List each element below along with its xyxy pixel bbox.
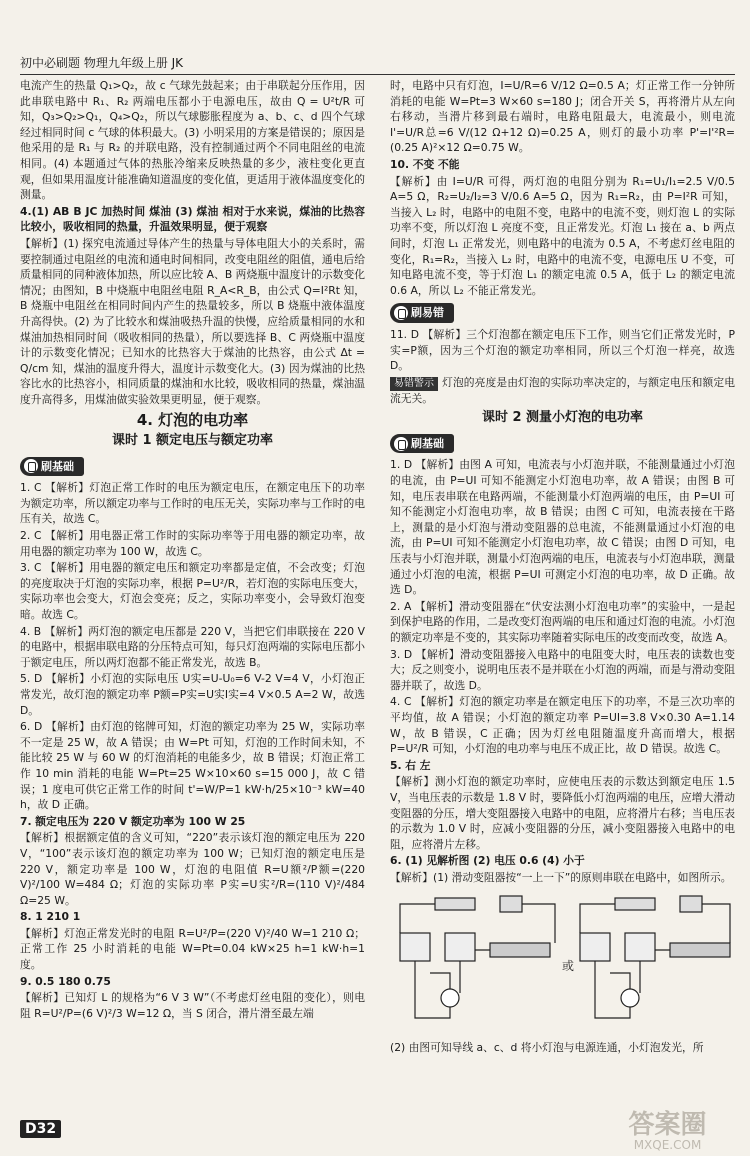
battery-icon	[615, 898, 655, 910]
l2-answer-6: 6. (1) 见解析图 (2) 电压 0.6 (4) 小于	[390, 854, 585, 868]
page-number: D32	[20, 1120, 61, 1138]
practice-icon	[394, 437, 408, 451]
l2-answer-2: 2. A 【解析】滑动变阻器在“伏安法测小灯泡电功率”的实验中，一是起到保护电路的作用，二是改变灯泡两端的电压和通过灯泡的电流。小灯泡的额定功率是不变的，其实际功率随着实际电压的改变而改变，故选 A。	[390, 599, 735, 644]
lamp-icon	[621, 989, 639, 1007]
warning-label: 易错警示	[390, 377, 438, 391]
basic-practice-badge-2	[390, 434, 454, 454]
l2-analysis-5: 【解析】测小灯泡的额定功率时，应使电压表的示数达到额定电压 1.5 V，当电压表的示数是 1.8 V 时，要降低小灯泡两端的电压，应增大滑动变阻器的分压，增大变阻器接入电路中的电阻，应将滑片右移；当电压表的示数为 1.0 V 时，应减小变阻器的分压，减小变阻器接入电路中的电阻，应将滑片左移。	[390, 775, 735, 851]
badge-label: 刷基础	[411, 436, 444, 450]
or-label: 或	[562, 958, 575, 973]
practice-icon	[24, 459, 38, 473]
answer-4: 4.(1) AB B JC 加热时间 煤油 (3) 煤油 相对于水来说，煤油的比热容比较小，吸收相同的热量，升温效果明显，便于观察	[20, 204, 365, 234]
voltmeter-icon	[625, 933, 655, 961]
analysis-10: 【解析】由 I=U/R 可得，两灯泡的电阻分别为 R₁=U₁/I₁=2.5 V/0.5 A=5 Ω，R₂=U₂/I₂=3 V/0.6 A=5 Ω，因为 R₁=R₂，由 P=I²R 可知，当接入 L₂ 时，电路中的电阻不变，电路中的电流不变，则灯泡 L 的实际功率不变，所以灯泡 L 亮度不变，且正常发光。灯泡 L₁ 接在 a、b 两点间时，灯泡 L₁ 正常发光，则电路中的电流为 0.5 A，不考虑灯丝电阻的变化，R₁=R₂，当接入 L₂ 时，电路中的电流不变，电源电压 U 不变，可知电路电流不变，等于灯泡 L₁ 的额定电流 0.5 A，低于 L₂ 的额定电流 0.6 A，所以 L₂ 不能正常发光。	[390, 174, 735, 297]
circuit-diagram-figure	[390, 888, 735, 1038]
error-practice-badge	[390, 303, 454, 323]
practice-icon	[394, 306, 408, 320]
analysis-9: 【解析】已知灯 L 的规格为“6 V 3 W”（不考虑灯丝电阻的变化），则电阻 R=U²/P=(6 V)²/3 W=12 Ω，当 S 闭合，滑片滑至最左端	[20, 991, 365, 1020]
answer-4b: 4. B 【解析】两灯泡的额定电压都是 220 V，当把它们串联接在 220 V 的电路中，根据串联电路的分压特点可知，每只灯泡两端的实际电压都小于额定电压，所以两灯泡都不能正常发光，故选 B。	[20, 624, 365, 669]
watermark-logo: 答案圈	[628, 1110, 707, 1140]
lesson-2-title: 课时 2 测量小灯泡的电功率	[481, 410, 644, 426]
voltmeter-icon	[445, 933, 475, 961]
warning-text: 灯泡的亮度是由灯泡的实际功率决定的，与额定电压和额定电流无关。	[390, 375, 735, 405]
badge-label: 刷基础	[41, 459, 74, 473]
rheostat-icon	[670, 943, 730, 957]
l2-analysis-6b: (2) 由图可知导线 a、c、d 将小灯泡与电源连通，小灯泡发光，所	[390, 1040, 704, 1054]
circuit-left	[400, 896, 555, 1018]
answer-7: 7. 额定电压为 220 V 额定功率为 100 W 25	[20, 814, 246, 828]
section-title: 4. 灯泡的电功率	[136, 411, 249, 430]
analysis-8: 【解析】灯泡正常发光时的电阻 R=U²/P=(220 V)²/40 W=1 210 Ω；正常工作 25 小时消耗的电能 W=Pt=0.04 kW×25 h=1 kW·h=1 度。	[20, 926, 365, 972]
l2-answer-5: 5. 右 左	[390, 758, 431, 772]
lamp-icon	[441, 989, 459, 1007]
ammeter-icon	[580, 933, 610, 961]
answer-8: 8. 1 210 1	[20, 910, 81, 924]
l2-answer-4: 4. C 【解析】灯泡的额定功率是在额定电压下的功率，不是三次功率的平均值，故 A 错误；小灯泡的额定功率 P=UI=3.8 V×0.30 A=1.14 W，故 B 错误，C 正确；因为灯丝电阻随温度升高而增大，根据 P=U²/R 可知，小灯泡的电功率与电压不成正比，故 D 错误。故选 C。	[390, 695, 735, 756]
watermark-url: MXQE.COM	[633, 1138, 702, 1152]
analysis-7: 【解析】根据额定值的含义可知，“220”表示该灯泡的额定电压为 220 V，“100”表示该灯泡的额定功率为 100 W；已知灯泡的额定电压是 220 V，额定功率是 100 W，灯泡的电阻值 R=U额²/P额=(220 V)²/100 W=484 Ω；灯泡的实际功率 P实=U实²/R=(110 V)²/484 Ω=25 W。	[20, 831, 365, 907]
ammeter-icon	[400, 933, 430, 961]
page-header: 初中必刷题 物理九年级上册 JK	[20, 52, 735, 75]
l2-analysis-6: 【解析】(1) 滑动变阻器按“一上一下”的原则串联在电路中，如图所示。	[390, 870, 732, 884]
answer-10: 10. 不变 不能	[390, 157, 460, 171]
answer-1: 1. C 【解析】灯泡正常工作时的电压为额定电压，在额定电压下的功率为额定功率，所以额定功率与工作时的电压无关，实际功率与工作时的电压有关，故选 C。	[20, 481, 365, 526]
switch-icon	[680, 896, 702, 912]
right-continuation: 时，电路中只有灯泡，I=U/R=6 V/12 Ω=0.5 A；灯正常工作一分钟所消耗的电能 W=Pt=3 W×60 s=180 J；闭合开关 S，再将滑片从左向右移动，当滑片移到最右端时，电路电阻最大，电流最小，则电流 I'=U/R总=6 V/(12 Ω+12 Ω)=0.25 A，则灯的最小功率 P'=I'²R=(0.25 A)²×12 Ω=0.75 W。	[390, 79, 735, 155]
battery-icon	[435, 898, 475, 910]
answer-2: 2. C 【解析】用电器正常工作时的实际功率等于用电器的额定功率，故用电器的额定功率为 100 W，故选 C。	[20, 529, 365, 558]
left-column	[20, 78, 365, 1022]
answer-6: 6. D 【解析】由灯泡的铭牌可知，灯泡的额定功率为 25 W，实际功率不一定是 25 W，故 A 错误；由 W=Pt 可知，灯泡的工作时间未知，不能比较 25 W 与 60 W 的灯泡消耗的电能多少，故 B 错误；灯泡正常工作 10 min 消耗的电能 W=Pt=25 W×10×60 s=15 000 J，故 C 错误；1 度电可供它正常工作的时间 t'=W/P=1 kW·h/25×10⁻³ kW=40 h，故 D 正确。	[20, 720, 365, 812]
lesson-1-title: 课时 1 额定电压与额定功率	[111, 433, 274, 449]
rheostat-icon	[490, 943, 550, 957]
l2-answer-1: 1. D 【解析】由图 A 可知，电流表与小灯泡并联，不能测量通过小灯泡的电流，由 P=UI 可知不能测定小灯泡电功率，故 A 错误；由图 B 可知，电压表串联在电路两端，不能测量小灯泡两端的电压，由 P=UI 可知不能测定小灯泡电功率，故 B 错误；由图 C 可知，电流表接在干路上，测量的是小灯泡与滑动变阻器的总电流，不能测量通过小灯泡的电流，由 P=UI 可知不能测定小灯泡电功率，故 C 错误；由图 D 可知，电压表与小灯泡并联，测量小灯泡两端的电压，电流表与小灯泡串联，测量通过小灯泡的电流，根据 P=UI 可测定小灯泡的电功率，故 D 正确。故选 D。	[390, 458, 735, 597]
answer-11: 11. D 【解析】三个灯泡都在额定电压下工作，则当它们正常发光时，P实=P额，因为三个灯泡的额定功率相同，所以三个灯泡一样亮，故选 D。	[390, 327, 735, 373]
right-column	[390, 78, 735, 1056]
basic-practice-badge	[20, 457, 84, 477]
left-continuation: 电流产生的热量 Q₁>Q₂，故 c 气球先鼓起来；由于串联起分压作用，因此串联电路中 R₁、R₂ 两端电压都小于电源电压，故由 Q = U²t/R 可知，Q₃>Q₂>Q₁，Q₄>Q₂，所以气球膨胀程度为 a、b、c、d 四个气球经过相同时间 c 气球的体积最大。(3) 小明采用的方案是错误的；原因是他采用的是 R₁ 与 R₂ 的并联电路，没有控制通过两个不同电阻丝的电流相同。(4) 本题通过气体的热胀冷缩来反映热量的多少，液柱变化更直观，但如果用温度计能准确知道温度的变化值，更适用于液体温度变化的测量。	[20, 79, 365, 202]
analysis-4: 【解析】(1) 探究电流通过导体产生的热量与导体电阻大小的关系时，需要控制通过电阻丝的电流和通电时间相同，改变电阻丝的阻值，通电后给质量相同的同种液体加热，所以应比较 A、B 两烧瓶中温度计的示数变化情况；由图知，B 中烧瓶中电阻丝电阻 R_A<R_B，由公式 Q=I²Rt 知，B 烧瓶中电阻丝在相同时间内产生的热量较多，所以 B 烧瓶中液体温度升高得快。(2) 为了比较水和煤油吸热升温的快慢，应给质量相同的水和煤油加热相同时间（吸收相同的热量），所以要选择 B、C 两烧瓶中温度计的示数变化情况；已知水的比热容大于煤油的比热容，由公式 Δt = Q/cm 知，煤油的温度升得大，温度计示数变化大。(3) 因为煤油的比热容比水的比热容小，相同质量的煤油和水比较，吸收相同的热量，煤油温度升高得多，用煤油做实验效果更明显，便于观察。	[20, 236, 365, 406]
answer-3: 3. C 【解析】用电器的额定电压和额定功率都是定值，不会改变；灯泡的亮度取决于灯泡的实际功率，根据 P=U²/R，若灯泡的实际电压变大，实际功率也会变大，灯泡会变亮；反之，实际功率变小，会导致灯泡变暗。故选 C。	[20, 561, 365, 621]
answer-9: 9. 0.5 180 0.75	[20, 974, 111, 988]
circuit-right	[580, 896, 730, 1018]
l2-answer-3: 3. D 【解析】滑动变阻器接入电路中的电阻变大时，电压表的读数也变大；反之则变小，说明电压表不是并联在小灯泡的两端，而是与滑动变阻器并联了，故选 D。	[390, 647, 735, 692]
switch-icon	[500, 896, 522, 912]
badge-label: 刷易错	[411, 306, 444, 320]
warning-note	[390, 375, 735, 407]
answer-5: 5. D 【解析】小灯泡的实际电压 U实=U-U₀=6 V-2 V=4 V，小灯泡正常发光，故灯泡的额定功率 P额=P实=U实I实=4 V×0.5 A=2 W，故选 D。	[20, 672, 365, 717]
